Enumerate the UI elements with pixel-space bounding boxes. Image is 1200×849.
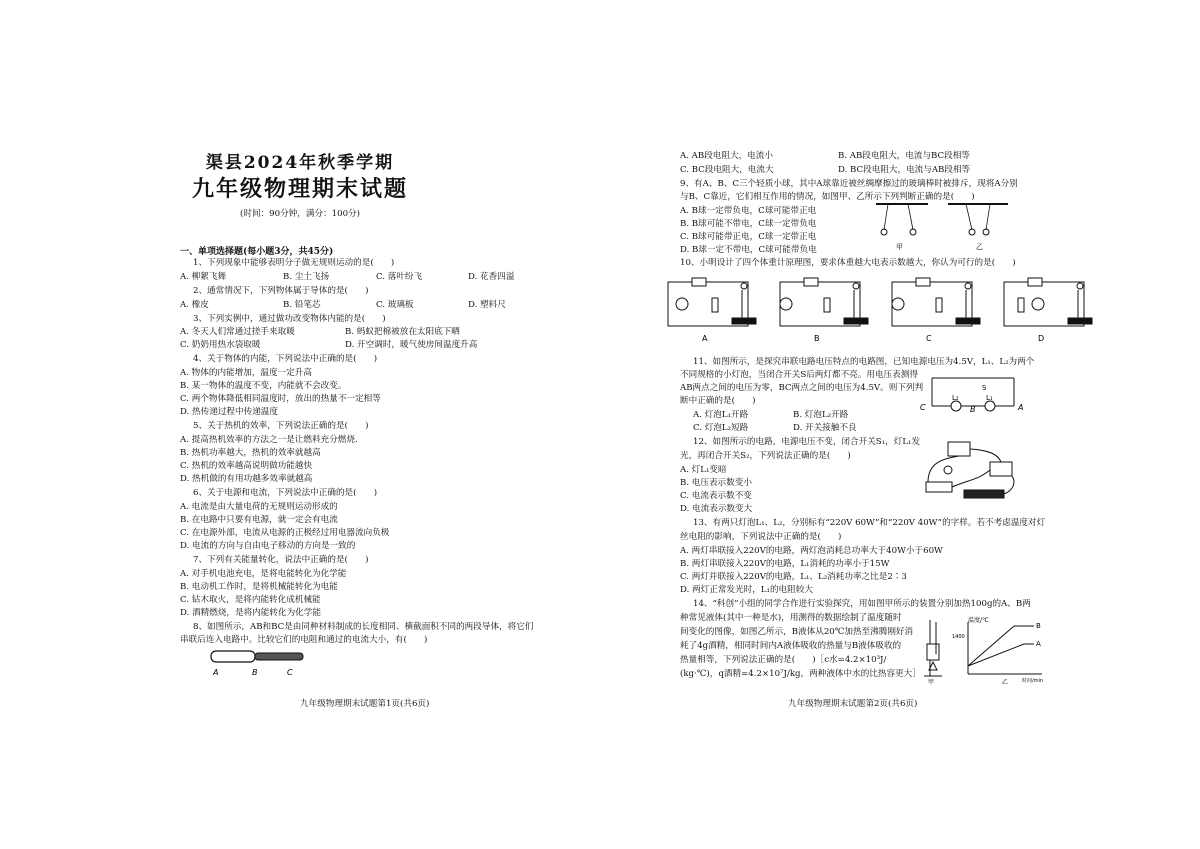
q2-a: A. 橡皮 xyxy=(180,300,209,310)
label-jia: 甲 xyxy=(896,243,903,251)
q6-d: D. 电流的方向与自由电子移动的方向是一致的 xyxy=(180,541,356,551)
q9-c: C. B球可能带正电，C球一定带正电 xyxy=(680,232,817,242)
q12-c: C. 电流表示数不变 xyxy=(680,491,752,501)
q3-b: B. 蚂蚁把棉被放在太阳底下晒 xyxy=(345,327,460,337)
label-11c: C xyxy=(920,403,926,412)
q14-cont2: 间变化的图像，如图乙所示，B液体从20℃加热至沸腾刚好消 xyxy=(680,627,914,637)
heating-figure xyxy=(922,614,1057,686)
q3-d: D. 开空调时，暖气使房间温度升高 xyxy=(345,340,478,350)
exam-subtitle: 九年级物理期末试题 xyxy=(191,176,408,202)
time-info: (时间：90分钟，满分：100分) xyxy=(240,209,360,219)
label-11s: S xyxy=(982,384,987,392)
conductor-figure xyxy=(205,647,315,679)
q6-a: A. 电流是由大量电荷的无规则运动形成的 xyxy=(180,502,338,512)
q10: 10、小明设计了四个体重计原理图，要求体重越大电表示数越大，你认为可行的是( ) xyxy=(680,258,1016,268)
q4-a: A. 物体的内能增加，温度一定升高 xyxy=(180,368,312,378)
q5-d: D. 热机做的有用功越多效率就越高 xyxy=(180,474,313,484)
label-10b: B xyxy=(814,334,820,343)
label-14yi: 乙 xyxy=(1002,679,1009,686)
q11-a: A. 灯泡L₁开路 xyxy=(693,410,749,420)
q11-cont1: 不同规格的小灯泡，当闭合开关S后两灯都不亮。用电压表测得 xyxy=(680,370,918,380)
q1-b: B. 尘土飞扬 xyxy=(283,272,330,282)
q12: 12、如图所示的电路，电源电压不变，闭合开关S₁，灯L₁发 xyxy=(693,437,921,447)
q11-c: C. 灯泡L₂短路 xyxy=(693,423,749,433)
q8-b: B. AB段电阻大，电流与BC段相等 xyxy=(838,151,970,161)
q1-a: A. 柳絮飞舞 xyxy=(180,272,227,282)
apparatus-figure xyxy=(918,440,1028,506)
q6-c: C. 在电源外部，电流从电源的正极经过用电器流向负极 xyxy=(180,528,390,538)
q14: 14、“科创”小组的同学合作进行实验探究，用如图甲所示的装置分别加热100g的A、B两 xyxy=(693,599,1031,609)
label-yi: 乙 xyxy=(976,243,983,251)
q14-cont4: 热量相等，下列说法正确的是( )［c水=4.2×10³J/ xyxy=(680,655,887,665)
label-b: B xyxy=(252,668,258,677)
q9: 9、有A、B、C三个轻质小球，其中A球靠近被丝绸摩擦过的玻璃棒时被排斥，现将A分别 xyxy=(680,179,1018,189)
exam-title: 渠县2024年秋季学期 xyxy=(205,153,395,173)
label-temp: 温度/℃ xyxy=(968,617,989,624)
q2-b: B. 铅笔芯 xyxy=(283,300,321,310)
footer-page-2: 九年级物理期末试题第2页(共6页) xyxy=(788,699,918,709)
q4-c: C. 两个物体降低相同温度时，放出的热量不一定相等 xyxy=(180,394,381,404)
series-circuit-figure xyxy=(918,372,1028,418)
label-11b: B xyxy=(970,405,976,414)
q9-d: D. B球一定不带电，C球可能带负电 xyxy=(680,245,817,255)
label-10d: D xyxy=(1038,334,1045,343)
q7: 7、下列有关能量转化，说法中正确的是( ) xyxy=(193,555,369,565)
q13-a: A. 两灯串联接入220V的电路，两灯泡消耗总功率大于40W小于60W xyxy=(680,546,943,556)
q4-b: B. 某一物体的温度不变，内能就不会改变。 xyxy=(180,381,347,391)
q7-b: B. 电动机工作时，是将机械能转化为电能 xyxy=(180,582,338,592)
label-14jia: 甲 xyxy=(928,679,935,686)
label-11l1: L₁ xyxy=(986,394,993,402)
q11-cont3: 断中正确的是( ) xyxy=(680,396,756,406)
label-a: A xyxy=(213,668,219,677)
q13: 13、有两只灯泡L₁、L₂，分别标有“220V 60W”和“220V 40W”的字样。若不考虑温度对灯 xyxy=(693,518,1046,528)
scale-circuits-figure xyxy=(662,270,1122,345)
label-10a: A xyxy=(702,334,708,343)
q11: 11、如图所示，是探究串联电路电压特点的电路图，已知电源电压为4.5V，L₁、L₂为两个 xyxy=(693,357,1035,367)
q7-a: A. 对手机电池充电，是将电能转化为化学能 xyxy=(180,569,347,579)
q3-a: A. 冬天人们常通过搓手来取暖 xyxy=(180,327,295,337)
q8-a: A. AB段电阻大，电流小 xyxy=(680,151,773,161)
q5-a: A. 提高热机效率的方法之一是让燃料充分燃烧. xyxy=(180,435,358,445)
q5-c: C. 热机的效率越高说明做功能越快 xyxy=(180,461,313,471)
label-10c: C xyxy=(926,334,932,343)
q14-cont3: 耗了4g酒精，相同时间内A液体吸收的热量与B液体吸收的 xyxy=(680,641,902,651)
footer-page-1: 九年级物理期末试题第1页(共6页) xyxy=(300,699,430,709)
label-11a: A xyxy=(1018,403,1024,412)
q9-cont: 与B、C靠近，它们相互作用的情况，如图甲、乙所示下列判断正确的是( ) xyxy=(680,192,975,202)
q12-d: D. 电流表示数变大 xyxy=(680,504,753,514)
q9-b: B. B球可能不带电，C球一定带负电 xyxy=(680,219,817,229)
q7-c: C. 钻木取火，是将内能转化成机械能 xyxy=(180,595,321,605)
ball-figure xyxy=(868,200,1018,252)
q1-c: C. 落叶纷飞 xyxy=(376,272,423,282)
q8: 8、如图所示，AB和BC是由同种材料制成的长度相同、横截面积不同的两段导体，将它们 xyxy=(193,622,534,632)
q5: 5、关于热机的效率，下列说法正确的是( ) xyxy=(193,421,369,431)
q12-cont: 光，再闭合开关S₂，下列说法正确的是( ) xyxy=(680,451,851,461)
q9-a: A. B球一定带负电，C球可能带正电 xyxy=(680,206,817,216)
q13-c: C. 两灯并联接入220V的电路，L₁、L₂消耗功率之比是2∶3 xyxy=(680,572,907,582)
q13-cont: 丝电阻的影响，下列说法中正确的是( ) xyxy=(680,532,842,542)
q14-cont5: (kg·℃)，q酒精=4.2×10⁷J/kg，两种液体中水的比热容更大］ xyxy=(680,669,921,679)
right-page xyxy=(600,0,1200,849)
q8-cont: 串联后连入电路中。比较它们的电阻和通过的电流大小，有( ) xyxy=(180,635,428,645)
label-14a: A xyxy=(1036,640,1041,648)
section-heading: 一、单项选择题(每小题3分，共45分) xyxy=(180,247,334,257)
q6: 6、关于电源和电流，下列说法中正确的是( ) xyxy=(193,488,378,498)
q13-b: B. 两灯串联接入220V的电路，L₁消耗的功率小于15W xyxy=(680,559,890,569)
q2-d: D. 塑料尺 xyxy=(468,300,506,310)
q2: 2、通常情况下，下列物体属于导体的是( ) xyxy=(193,286,369,296)
q2-c: C. 玻璃板 xyxy=(376,300,414,310)
label-c: C xyxy=(287,668,293,677)
label-11l2: L₂ xyxy=(952,394,959,402)
q3-c: C. 奶奶用热水袋取暖 xyxy=(180,340,261,350)
q3: 3、下列实例中，通过做功改变物体内能的是( ) xyxy=(193,314,386,324)
q5-b: B. 热机功率越大，热机的效率就越高 xyxy=(180,448,321,458)
q4-d: D. 热传递过程中传递温度 xyxy=(180,407,278,417)
q1: 1、下列现象中能够表明分子做无规则运动的是( ) xyxy=(193,258,395,268)
q4: 4、关于物体的内能，下列说法中正确的是( ) xyxy=(193,354,378,364)
label-time: 时间/min xyxy=(1022,678,1044,684)
q14-cont1: 种常见液体(其中一种是水)，用测得的数据绘制了温度随时 xyxy=(680,613,902,623)
q1-d: D. 花香四溢 xyxy=(468,272,515,282)
q11-d: D. 开关接触不良 xyxy=(793,423,857,433)
q7-d: D. 酒精燃烧，是将内能转化为化学能 xyxy=(180,608,321,618)
q6-b: B. 在电路中只要有电源，就一定会有电流 xyxy=(180,515,338,525)
q12-b: B. 电压表示数变小 xyxy=(680,478,752,488)
label-1400: 1400 xyxy=(952,634,965,640)
label-14b: B xyxy=(1036,622,1041,630)
q8-c: C. BC段电阻大，电流大 xyxy=(680,165,774,175)
q8-d: D. BC段电阻大，电流与AB段相等 xyxy=(838,165,971,175)
q11-cont2: AB两点之间的电压为零，BC两点之间的电压为4.5V。则下列判 xyxy=(680,383,924,393)
q13-d: D. 两灯正常发光时，L₁的电阻较大 xyxy=(680,585,813,595)
q12-a: A. 灯L₁变暗 xyxy=(680,465,727,475)
q11-b: B. 灯泡L₂开路 xyxy=(793,410,849,420)
